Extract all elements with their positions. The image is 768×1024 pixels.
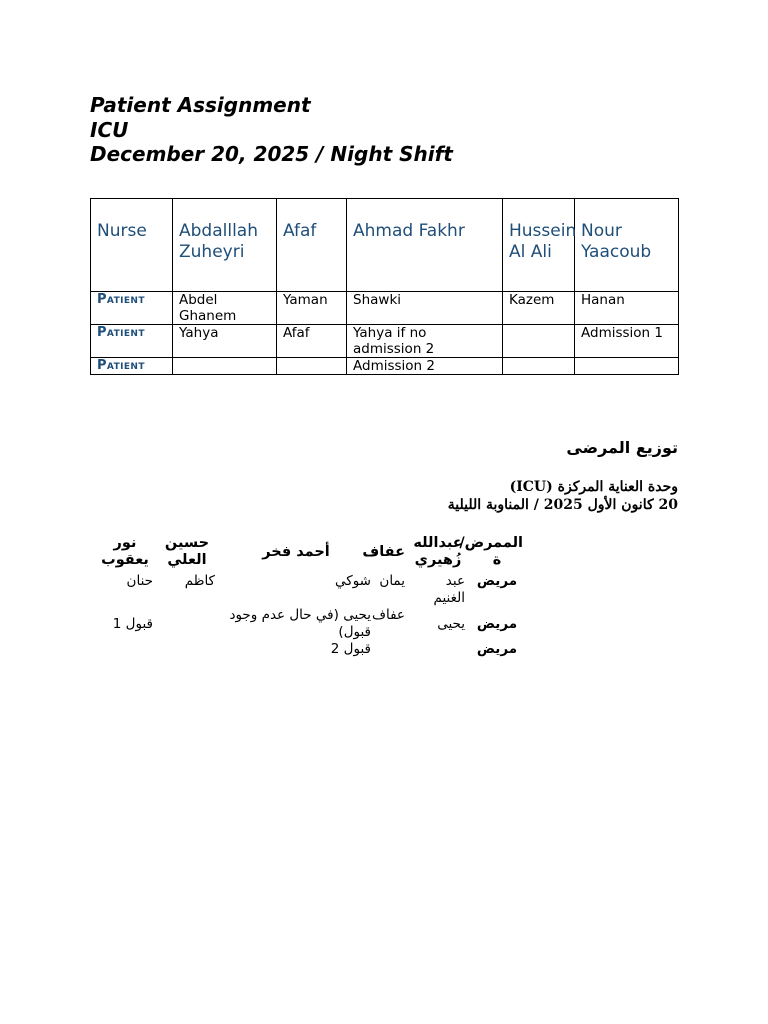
arabic-header-nurse: الممرض/ة [459, 535, 523, 568]
date-shift: December 20, 2025 / Night Shift [90, 142, 453, 166]
arabic-table-cell [156, 641, 218, 658]
table-cell: Admission 2 [347, 358, 503, 375]
arabic-table-row [94, 607, 526, 641]
table-cell: Yahya if no admission 2 [347, 325, 503, 358]
header-cell-nurse: Nurse [91, 199, 173, 292]
arabic-table-cell: يحيى [437, 615, 465, 632]
arabic-table-cell: عبد الغنيم [433, 573, 465, 606]
arabic-table-cell: حنان [126, 573, 153, 589]
arabic-table-cell [156, 607, 218, 641]
arabic-table-cell [408, 641, 468, 658]
arabic-header-nurse-name: عفاف [362, 543, 405, 560]
table-cell [503, 358, 575, 375]
arabic-table-cell: يمان [379, 573, 405, 589]
table-row [91, 325, 679, 358]
arabic-header-nurse-name: نور يعقوب [101, 535, 149, 568]
arabic-date-shift: 20 كانون الأول 2025 / المناوبة الليلية [447, 497, 678, 513]
arabic-title: توزيع المرضى [566, 438, 678, 457]
arabic-table-cell: كاظم [184, 573, 215, 589]
unit-name: ICU [90, 117, 129, 142]
table-cell [575, 358, 679, 375]
arabic-header-row [94, 531, 526, 573]
table-cell: Kazem [503, 292, 575, 325]
row-label-patient: Patient [91, 292, 173, 325]
arabic-row-label-patient: مريض [476, 573, 518, 589]
arabic-table-cell: يحيى (في حال عدم وجود قبول) [229, 607, 371, 640]
header-cell-nurse-name: Nour Yaacoub [575, 199, 679, 292]
table-cell: Shawki [347, 292, 503, 325]
arabic-table-cell: قبول 2 [330, 641, 371, 657]
document-title: Patient Assignment [90, 93, 311, 117]
table-cell [503, 325, 575, 358]
arabic-header-nurse-name: عبدالله زُهيري [413, 535, 463, 568]
arabic-subtitle-block [448, 478, 678, 514]
table-cell: Hanan [575, 292, 679, 325]
arabic-table-cell: شوكي [335, 573, 371, 589]
table-cell [277, 358, 347, 375]
table-cell: Afaf [277, 325, 347, 358]
table-cell [173, 358, 277, 375]
table-cell: Abdel Ghanem [173, 292, 277, 325]
arabic-table-cell: عفاف [372, 607, 405, 623]
arabic-header-nurse-name: حسين العلي [164, 535, 210, 568]
table-row [91, 358, 679, 375]
table-cell: Admission 1 [575, 325, 679, 358]
arabic-table-row [94, 573, 526, 607]
arabic-table-row [94, 641, 526, 658]
arabic-row-label-patient: مريض [476, 615, 518, 632]
arabic-table-cell: قبول 1 [112, 615, 153, 632]
table-cell: Yahya [173, 325, 277, 358]
table-row [91, 292, 679, 325]
assignment-table [90, 198, 679, 375]
arabic-header-nurse-name: أحمد فخر [262, 543, 330, 560]
header-cell-nurse-name: Afaf [277, 199, 347, 292]
header-cell-nurse-name: Abdalllah Zuheyri [173, 199, 277, 292]
arabic-unit-name: وحدة العناية المركزة (ICU) [509, 479, 678, 495]
arabic-assignment-table [94, 531, 526, 658]
arabic-table-cell [94, 641, 156, 658]
row-label-patient: Patient [91, 358, 173, 375]
row-label-patient: Patient [91, 325, 173, 358]
header-cell-nurse-name: Hussein Al Ali [503, 199, 575, 292]
document-title-block [90, 93, 453, 167]
table-header-row [91, 199, 679, 292]
arabic-row-label-patient: مريض [476, 641, 518, 657]
header-cell-nurse-name: Ahmad Fakhr [347, 199, 503, 292]
arabic-table-cell [374, 641, 408, 658]
table-cell: Yaman [277, 292, 347, 325]
